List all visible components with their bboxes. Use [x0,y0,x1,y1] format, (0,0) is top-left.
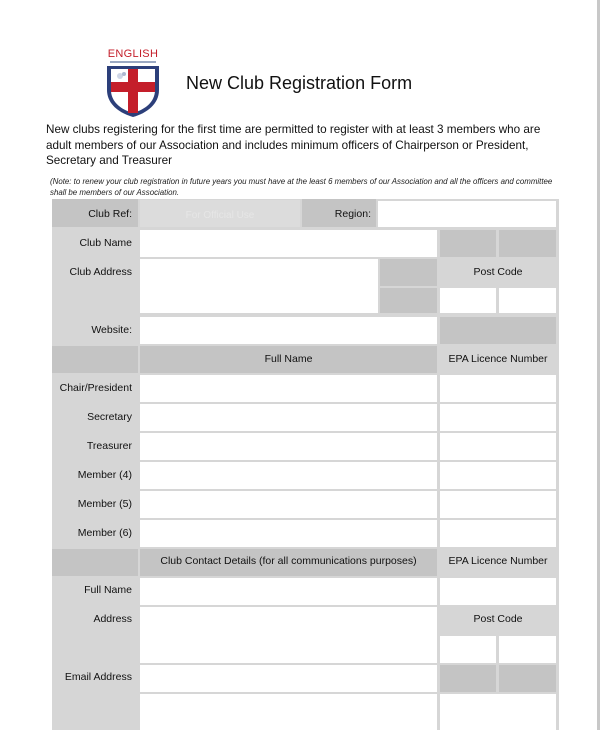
contact-post-code-input-2[interactable] [499,636,556,663]
intro-paragraph: New clubs registering for the first time are permitted to register with at least 3 members who are adult members of our Association and includes minimum officers of Chairperson or President, Secretary and Treasurer [46,123,541,167]
website-label: Website: [91,324,132,336]
contact-details-header: Club Contact Details (for all communications purposes) [160,555,417,567]
contact-address-input[interactable] [140,607,437,663]
officer-label-chair: Chair/President [59,382,132,394]
region-input[interactable] [378,201,556,227]
club-address-input[interactable] [140,259,378,313]
member-6-epa-input[interactable] [440,520,556,547]
member-6-name-input[interactable] [140,520,437,547]
registration-form [52,199,559,730]
member-5-epa-input[interactable] [440,491,556,518]
club-name-input[interactable] [140,230,437,257]
officer-label-secretary: Secretary [87,411,132,423]
member-4-epa-input[interactable] [440,462,556,489]
post-code-input-1[interactable] [440,288,496,313]
contact-full-name-label: Full Name [84,584,132,596]
grey-cell [499,230,556,257]
epa-licence-header-2: EPA Licence Number [448,555,548,567]
grey-cell [380,288,437,313]
grey-cell [52,346,138,373]
grey-cell [380,259,437,286]
officer-label-member-6: Member (6) [77,527,132,539]
renewal-note: (Note: to renew your club registration in future years you must have at the least 6 members of our Association and all the officers and committee shall be members of our Association. [50,177,553,197]
page-title: New Club Registration Form [186,73,413,93]
chair-name-input[interactable] [140,375,437,402]
member-4-name-input[interactable] [140,462,437,489]
club-ref-label: Club Ref: [88,208,132,220]
website-input[interactable] [140,317,437,344]
next-row-input-2[interactable] [440,694,556,730]
club-name-label: Club Name [79,237,132,249]
association-logo [104,46,162,118]
secretary-epa-input[interactable] [440,404,556,431]
contact-post-code-input-1[interactable] [440,636,496,663]
epa-licence-header: EPA Licence Number [448,353,548,365]
officer-label-member-5: Member (5) [77,498,132,510]
grey-cell [499,665,556,692]
grey-cell [440,665,496,692]
email-address-label: Email Address [64,671,132,683]
officer-label-treasurer: Treasurer [86,440,132,452]
grey-cell [440,230,496,257]
officer-label-member-4: Member (4) [77,469,132,481]
post-code-label-2: Post Code [473,613,523,625]
email-address-input[interactable] [140,665,437,692]
contact-full-name-input[interactable] [140,578,437,605]
logo-text: ENGLISH [107,48,159,60]
grey-cell [52,549,138,576]
member-5-name-input[interactable] [140,491,437,518]
next-row-input[interactable] [140,694,437,730]
chair-epa-input[interactable] [440,375,556,402]
address-label: Address [93,613,132,625]
region-label: Region: [334,208,371,220]
logo-subtitle-line [110,61,156,63]
secretary-name-input[interactable] [140,404,437,431]
grey-cell [440,317,556,344]
club-ref-placeholder: For Official Use [185,210,255,221]
contact-epa-input[interactable] [440,578,556,605]
full-name-header: Full Name [264,353,313,365]
treasurer-name-input[interactable] [140,433,437,460]
club-address-label: Club Address [69,266,132,278]
post-code-input-2[interactable] [499,288,556,313]
post-code-label: Post Code [473,266,523,278]
shield-icon [104,64,162,118]
treasurer-epa-input[interactable] [440,433,556,460]
